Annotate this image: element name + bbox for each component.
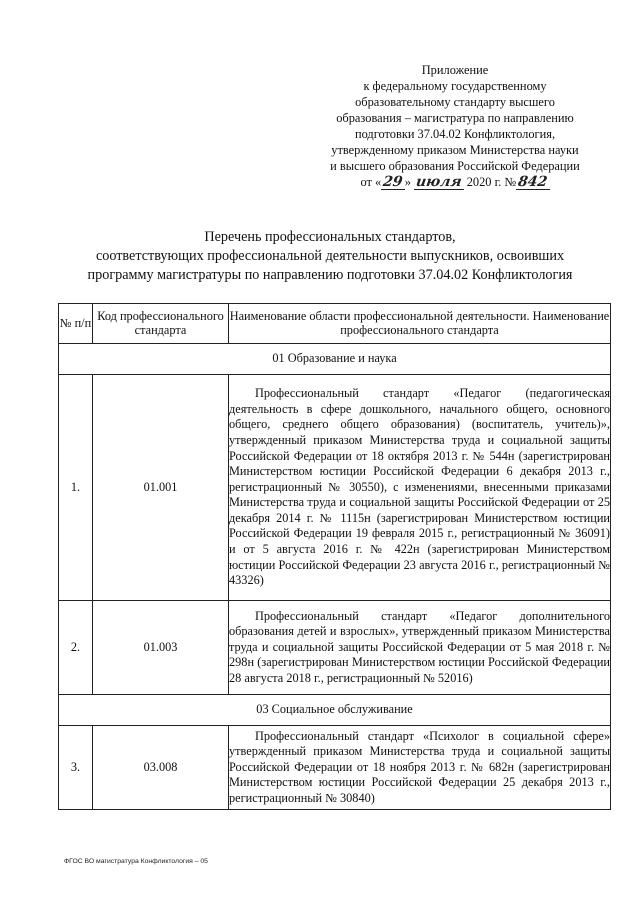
row-text-content: Профессиональный стандарт «Психолог в социальной сфере» утвержденный приказом Министерства труда и социальной защиты Российской Федерации от 18 ноября 2013 г. № 682н (зарегистрирован Министерством юстиции Российской Федерации 25 декабря 2013 г., регистрационный № 30840): [229, 728, 610, 805]
handwritten-day: 29: [382, 174, 404, 190]
handwritten-month: июля: [414, 174, 463, 190]
appendix-line: Приложение: [421, 63, 489, 77]
row-text-content: Профессиональный стандарт «Педагог дополнительного образования детей и взрослых», утвержденный приказом Министерства труда и социальной защиты Российской Федерации от 5 мая 2018 г. № 298н (зарегистрирован Министерством юстиции Российской Федерации 28 августа 2018 г., регистрационный № 52016): [229, 608, 610, 685]
section-title: 03 Социальное обслуживание: [59, 695, 611, 726]
table-row: [59, 726, 611, 810]
table-row: [59, 375, 611, 601]
row-num: 1.: [59, 375, 93, 601]
document-title: [40, 228, 620, 285]
standards-table: [58, 303, 611, 810]
row-code: 01.003: [93, 601, 229, 695]
page-footer: ФГОС ВО магистратура Конфликтология – 05: [64, 858, 208, 865]
section-row: [59, 695, 611, 726]
row-text: [229, 375, 611, 601]
appendix-line: образования – магистратура по направлению: [336, 111, 574, 125]
date-year: 2020 г. №: [466, 175, 517, 189]
row-code: 01.001: [93, 375, 229, 601]
appendix-line: образовательному стандарту высшего: [355, 95, 555, 109]
table-row: [59, 601, 611, 695]
date-mid: »: [404, 175, 411, 189]
header-name: Наименование области профессиональной деятельности. Наименование профессионального стандарта: [229, 304, 611, 344]
appendix-line: утвержденному приказом Министерства науки: [331, 143, 579, 157]
handwritten-order-number: 842: [517, 174, 549, 190]
row-text-content: Профессиональный стандарт «Педагог (педагогическая деятельность в сфере дошкольного, начального общего, основного общего, среднего общего образования) (воспитатель, учитель)», утвержденный приказом Министерства труда и социальной защиты Российской Федерации от 18 октября 2013 г. № 544н (зарегистрирован Министерством юстиции Российской Федерации 6 декабря 2013 г., регистрационный № 30550), с изменениями, внесенными приказами Министерства труда и социальной защиты Российской Федерации от 25 декабря 2014 г. № 1115н (зарегистрирован Министерством юстиции Российской Федерации 19 февраля 2015 г., регистрационный № 36091) и от 5 августа 2016 г. № 422н (зарегистрирован Министерством юстиции Российской Федерации 23 августа 2016 г., регистрационный № 43326): [229, 386, 610, 588]
date-prefix: от «: [360, 175, 382, 189]
table-header-row: [59, 304, 611, 344]
header-num: № п/п: [59, 304, 93, 344]
title-line: программу магистратуры по направлению подготовки 37.04.02 Конфликтология: [87, 267, 573, 283]
header-code: Код профессионального стандарта: [93, 304, 229, 344]
appendix-line: подготовки 37.04.02 Конфликтология,: [354, 127, 556, 141]
row-text: [229, 601, 611, 695]
appendix-line: и высшего образования Российской Федерации: [330, 159, 580, 173]
row-code: 03.008: [93, 726, 229, 810]
title-line: Перечень профессиональных стандартов,: [204, 229, 456, 245]
order-date-line: [300, 174, 610, 190]
section-title: 01 Образование и наука: [59, 344, 611, 375]
row-text: [229, 726, 611, 810]
appendix-block: [300, 62, 610, 190]
row-num: 2.: [59, 601, 93, 695]
title-line: соответствующих профессиональной деятельности выпускников, освоивших: [95, 248, 565, 264]
row-num: 3.: [59, 726, 93, 810]
appendix-line: к федеральному государственному: [363, 79, 547, 93]
section-row: [59, 344, 611, 375]
